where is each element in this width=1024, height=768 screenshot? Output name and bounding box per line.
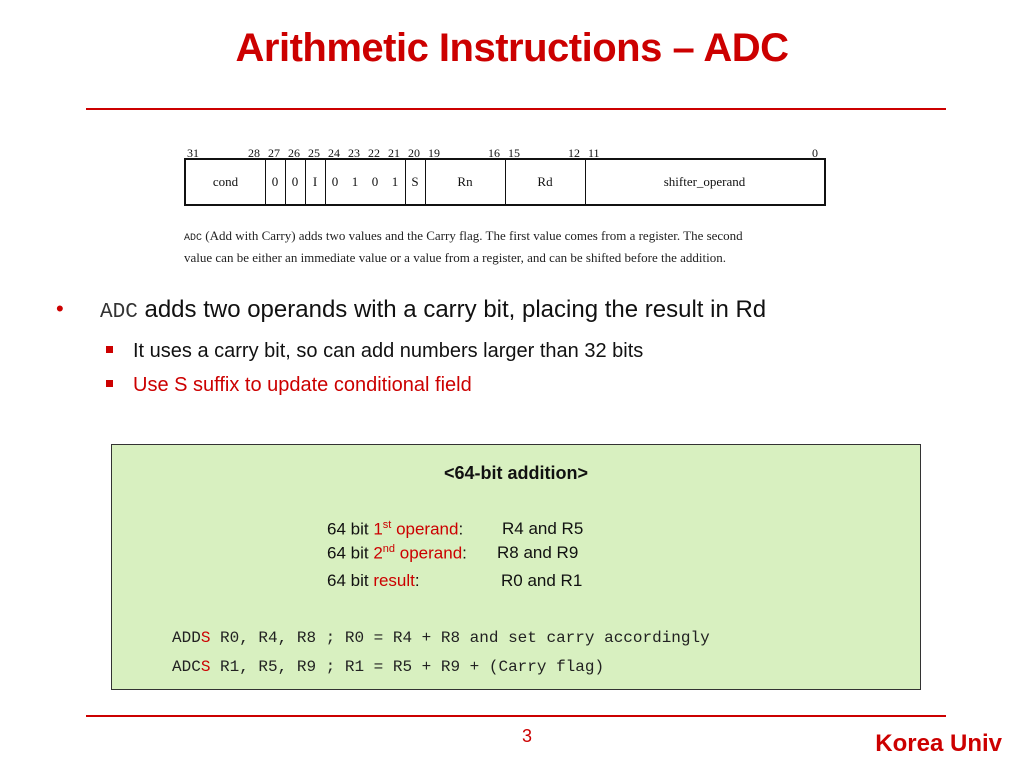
result-label: result xyxy=(373,571,415,590)
field-bit: 0 xyxy=(331,174,339,189)
field-rd: Rd xyxy=(537,174,553,189)
operand-line xyxy=(327,519,584,540)
result-colon: : xyxy=(414,571,420,590)
bit-number: 22 xyxy=(368,146,380,160)
code-rest: R1, R5, R9 ; R1 = R5 + R9 + (Carry flag) xyxy=(210,658,605,676)
result-line xyxy=(327,571,583,591)
main-bullet-text xyxy=(100,296,766,324)
field-shifter-operand: shifter_operand xyxy=(663,174,746,189)
code-line xyxy=(172,658,604,676)
code-line xyxy=(172,629,710,647)
field-bit: 1 xyxy=(391,174,399,189)
field-bit: 0 xyxy=(271,174,279,189)
example-title: <64-bit addition> xyxy=(443,463,589,483)
brand-label: Korea Univ xyxy=(875,730,1002,757)
page-number: 3 xyxy=(522,726,533,746)
bullet-square-icon xyxy=(106,380,113,387)
operand-label: operand xyxy=(391,519,459,539)
code-suffix: S xyxy=(200,629,211,647)
code-suffix: S xyxy=(200,658,211,676)
operand-prefix: 64 bit xyxy=(327,519,374,539)
description-line: value can be either an immediate value or a value from a register, and can be shifted before the addition. xyxy=(184,250,726,265)
operand-colon: : xyxy=(458,519,464,539)
field-rn: Rn xyxy=(457,174,473,189)
example-box xyxy=(111,444,921,690)
operand-ordinal: nd xyxy=(382,543,396,555)
bit-number: 24 xyxy=(328,146,340,160)
bit-number: 23 xyxy=(348,146,360,160)
field-bit: 0 xyxy=(371,174,379,189)
bit-number: 15 xyxy=(508,146,520,160)
bit-number: 28 xyxy=(248,146,260,160)
operand-label: operand xyxy=(395,543,463,563)
field-cond: cond xyxy=(212,174,239,189)
operand-number: 1 xyxy=(373,519,383,539)
field-s: S xyxy=(411,174,419,189)
encoding-description xyxy=(184,226,844,267)
field-bit: 1 xyxy=(351,174,359,189)
operand-number: 2 xyxy=(373,543,383,563)
bullet-square-icon xyxy=(106,346,113,353)
code-op: ADC xyxy=(172,658,201,676)
operand-colon: : xyxy=(462,543,467,563)
bit-number: 19 xyxy=(428,146,440,160)
sub-bullet-text: It uses a carry bit, so can add numbers larger than 32 bits xyxy=(133,340,644,362)
result-value: R0 and R1 xyxy=(501,571,583,590)
operand-line xyxy=(327,543,579,564)
bit-number: 21 xyxy=(388,146,400,160)
sub-bullet xyxy=(106,340,643,363)
bit-number: 20 xyxy=(408,146,420,160)
description-code: ADC xyxy=(184,233,203,244)
bit-number: 27 xyxy=(268,146,280,160)
slide-title: Arithmetic Instructions – ADC xyxy=(235,26,789,70)
sub-bullet xyxy=(106,374,472,397)
footer-divider xyxy=(86,715,946,717)
field-bit: 0 xyxy=(291,174,299,189)
code-rest: R0, R4, R8 ; R0 = R4 + R8 and set carry accordingly xyxy=(210,629,710,647)
operand-value: R8 and R9 xyxy=(497,543,579,562)
adc-code: ADC xyxy=(100,301,138,324)
bit-number: 31 xyxy=(187,146,199,160)
code-op: ADD xyxy=(172,629,201,647)
main-bullet-body: adds two operands with a carry bit, placing the result in Rd xyxy=(137,296,767,323)
description-text: (Add with Carry) adds two values and the Carry flag. The first value comes from a register. The second xyxy=(202,228,743,243)
sub-bullet-text: Use S suffix to update conditional field xyxy=(133,374,472,396)
result-prefix: 64 bit xyxy=(327,571,374,590)
bit-number: 16 xyxy=(488,146,500,160)
operand-prefix: 64 bit xyxy=(327,543,374,563)
description-line xyxy=(184,226,844,248)
bit-number: 0 xyxy=(812,146,818,160)
operand-ordinal: st xyxy=(382,519,392,531)
operand-value: R4 and R5 xyxy=(502,519,584,538)
bullet-dot-icon: • xyxy=(56,296,64,321)
bit-number: 26 xyxy=(288,146,300,160)
bit-number: 12 xyxy=(568,146,580,160)
bit-number: 11 xyxy=(588,146,600,160)
field-i: I xyxy=(312,174,318,189)
bit-number: 25 xyxy=(308,146,320,160)
